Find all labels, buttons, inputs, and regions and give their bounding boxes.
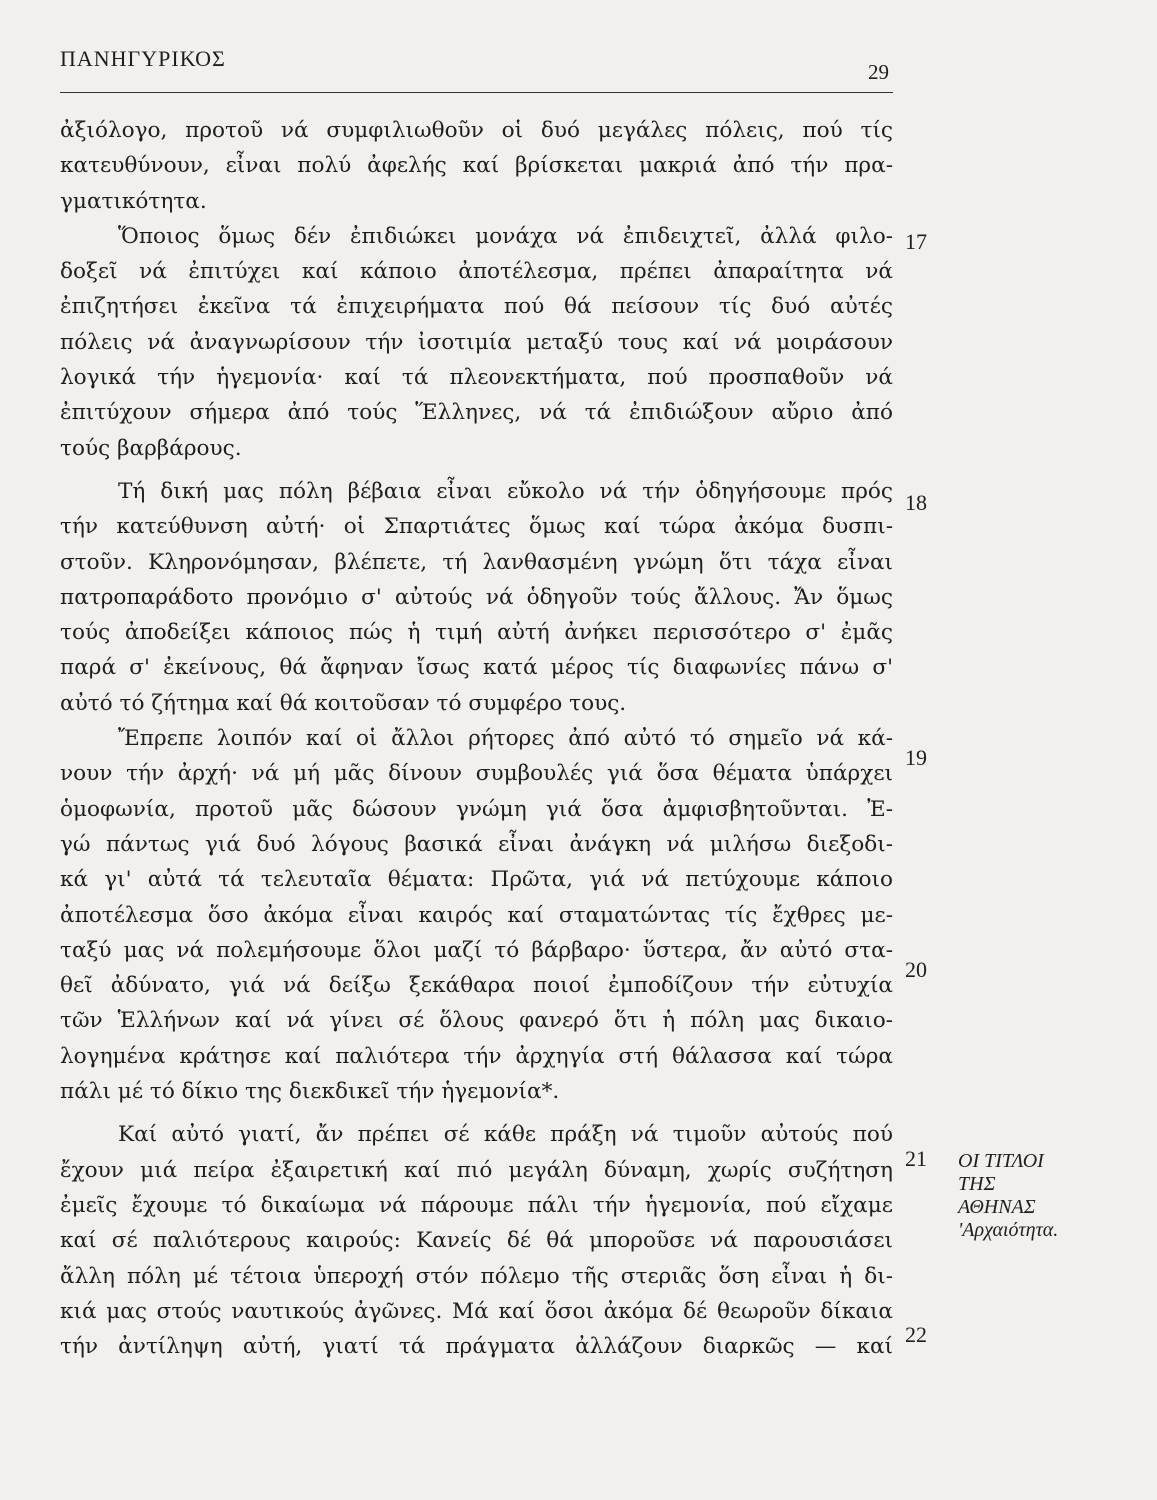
- paragraph: [60, 113, 893, 219]
- text-line: γώ πάντως γιά δυό λόγους βασικά εἶναι ἀνάγκη νά μιλήσω διεξοδι-: [60, 831, 893, 857]
- text-line: ἐπιζητήσει ἐκεῖνα τά ἐπιχειρήματα πού θά πείσουν τίς δυό αὐτές: [60, 294, 893, 320]
- margin-line-number: 22: [905, 1322, 927, 1347]
- margin-line-number: 18: [905, 490, 927, 515]
- text-line: πόλεις νά ἀναγνωρίσουν τήν ἰσοτιμία μεταξύ τους καί νά μοιράσουν: [60, 329, 893, 355]
- running-header-title: ΠΑΝΗΓΥΡΙΚΟΣ: [60, 46, 226, 71]
- text-line: τούς ἀποδείξει κάποιος πώς ἡ τιμή αὐτή ἀνήκει περισσότερο σ' ἐμᾶς: [60, 620, 893, 646]
- text-line: αὐτό τό ζήτημα καί θά κοιτοῦσαν τό συμφέρο τους.: [60, 690, 627, 716]
- text-line: καί σέ παλιότερους καιρούς: Κανείς δέ θά μποροῦσε νά παρουσιάσει: [60, 1228, 893, 1254]
- text-line: ἀποτέλεσμα ὅσο ἀκόμα εἶναι καιρός καί σταματώντας τίς ἔχθρες με-: [60, 902, 893, 928]
- text-line: ἔχουν μιά πείρα ἐξαιρετική καί πιό μεγάλη δύναμη, χωρίς συζήτηση: [60, 1157, 893, 1183]
- body-text: [60, 113, 893, 1364]
- text-line: παρά σ' ἐκείνους, θά ἄφηναν ἴσως κατά μέρος τίς διαφωνίες πάνω σ': [60, 655, 893, 681]
- paragraph: [60, 474, 893, 721]
- margin-line-number: 21: [905, 1146, 927, 1171]
- text-line: τήν κατεύθυνση αὐτή· οἱ Σπαρτιάτες ὅμως καί τώρα ἀκόμα δυσπι-: [60, 514, 893, 540]
- text-line: κά γι' αὐτά τά τελευταῖα θέματα: Πρῶτα, γιά νά πετύχουμε κάποιο: [60, 867, 893, 893]
- text-line: νουν τήν ἀρχή· νά μή μᾶς δίνουν συμβουλές γιά ὅσα θέματα ὑπάρχει: [60, 761, 893, 787]
- text-line: ἐμεῖς ἔχουμε τό δικαίωμα νά πάρουμε πάλι τήν ἡγεμονία, πού εἴχαμε: [60, 1192, 893, 1218]
- text-line: στοῦν. Κληρονόμησαν, βλέπετε, τή λανθασμένη γνώμη ὅτι τάχα εἶναι: [60, 549, 893, 575]
- text-line: ἄλλη πόλη μέ τέτοια ὑπεροχή στόν πόλεμο τῆς στεριᾶς ὅση εἶναι ἡ δι-: [60, 1263, 893, 1289]
- margin-line-number: 20: [905, 957, 927, 982]
- margin-line-number: 17: [905, 229, 927, 254]
- text-line: τήν ἀντίληψη αὐτή, γιατί τά πράγματα ἀλλάζουν διαρκῶς — καί: [60, 1334, 893, 1360]
- text-line: γματικότητα.: [60, 188, 207, 214]
- side-note-line: ΤΗΣ: [958, 1173, 996, 1195]
- side-note-line: 'Αρχαιότητα.: [958, 1219, 1059, 1241]
- text-line: Ἔπρεπε λοιπόν καί οἱ ἄλλοι ρήτορες ἀπό αὐτό τό σημεῖο νά κά-: [118, 726, 893, 752]
- text-line: ὁμοφωνία, προτοῦ μᾶς δώσουν γνώμη γιά ὅσα ἀμφισβητοῦνται. Ἐ-: [60, 796, 893, 822]
- paragraph: [60, 219, 893, 466]
- text-line: Καί αὐτό γιατί, ἄν πρέπει σέ κάθε πράξη νά τιμοῦν αὐτούς πού: [118, 1122, 893, 1148]
- text-line: ταξύ μας νά πολεμήσουμε ὅλοι μαζί τό βάρβαρο· ὕστερα, ἄν αὐτό στα-: [60, 937, 893, 963]
- text-line: κιά μας στούς ναυτικούς ἀγῶνες. Μά καί ὅσοι ἀκόμα δέ θεωροῦν δίκαια: [60, 1298, 893, 1324]
- page-number: 29: [868, 60, 889, 84]
- paragraph: [60, 1117, 893, 1364]
- text-line: τῶν Ἑλλήνων καί νά γίνει σέ ὅλους φανερό ὅτι ἡ πόλη μας δικαιο-: [60, 1008, 893, 1034]
- header-rule: [60, 92, 893, 93]
- text-line: τούς βαρβάρους.: [60, 435, 242, 461]
- text-line: ἐπιτύχουν σήμερα ἀπό τούς Ἕλληνες, νά τά ἐπιδιώξουν αὔριο ἀπό: [60, 400, 893, 426]
- side-note-line: ΟΙ ΤΙΤΛΟΙ: [958, 1150, 1044, 1172]
- side-note-line: ΑΘΗΝΑΣ: [958, 1196, 1036, 1218]
- text-line: πάλι μέ τό δίκιο της διεκδικεῖ τήν ἡγεμονία*.: [60, 1079, 560, 1105]
- text-line: ἀξιόλογο, προτοῦ νά συμφιλιωθοῦν οἱ δυό μεγάλες πόλεις, πού τίς: [60, 118, 893, 143]
- text-line: Ὅποιος ὅμως δέν ἐπιδιώκει μονάχα νά ἐπιδειχτεῖ, ἀλλά φιλο-: [118, 223, 893, 249]
- text-line: λογικά τήν ἡγεμονία· καί τά πλεονεκτήματα, πού προσπαθοῦν νά: [60, 365, 893, 391]
- margin-side-note: [958, 1150, 1058, 1242]
- text-line: θεῖ ἀδύνατο, γιά νά δείξω ξεκάθαρα ποιοί ἐμποδίζουν τήν εὐτυχία: [60, 973, 893, 999]
- text-line: λογημένα κράτησε καί παλιότερα τήν ἀρχηγία στή θάλασσα καί τώρα: [60, 1043, 893, 1069]
- paragraph: [60, 721, 893, 1109]
- text-line: πατροπαράδοτο προνόμιο σ' αὐτούς νά ὁδηγοῦν τούς ἄλλους. Ἄν ὅμως: [60, 584, 893, 610]
- text-line: δοξεῖ νά ἐπιτύχει καί κάποιο ἀποτέλεσμα, πρέπει ἀπαραίτητα νά: [60, 259, 893, 285]
- margin-line-number: 19: [905, 745, 927, 770]
- text-line: Τή δική μας πόλη βέβαια εἶναι εὔκολο νά τήν ὁδηγήσουμε πρός: [118, 478, 893, 504]
- text-line: κατευθύνουν, εἶναι πολύ ἀφελής καί βρίσκεται μακριά ἀπό τήν πρα-: [60, 153, 893, 179]
